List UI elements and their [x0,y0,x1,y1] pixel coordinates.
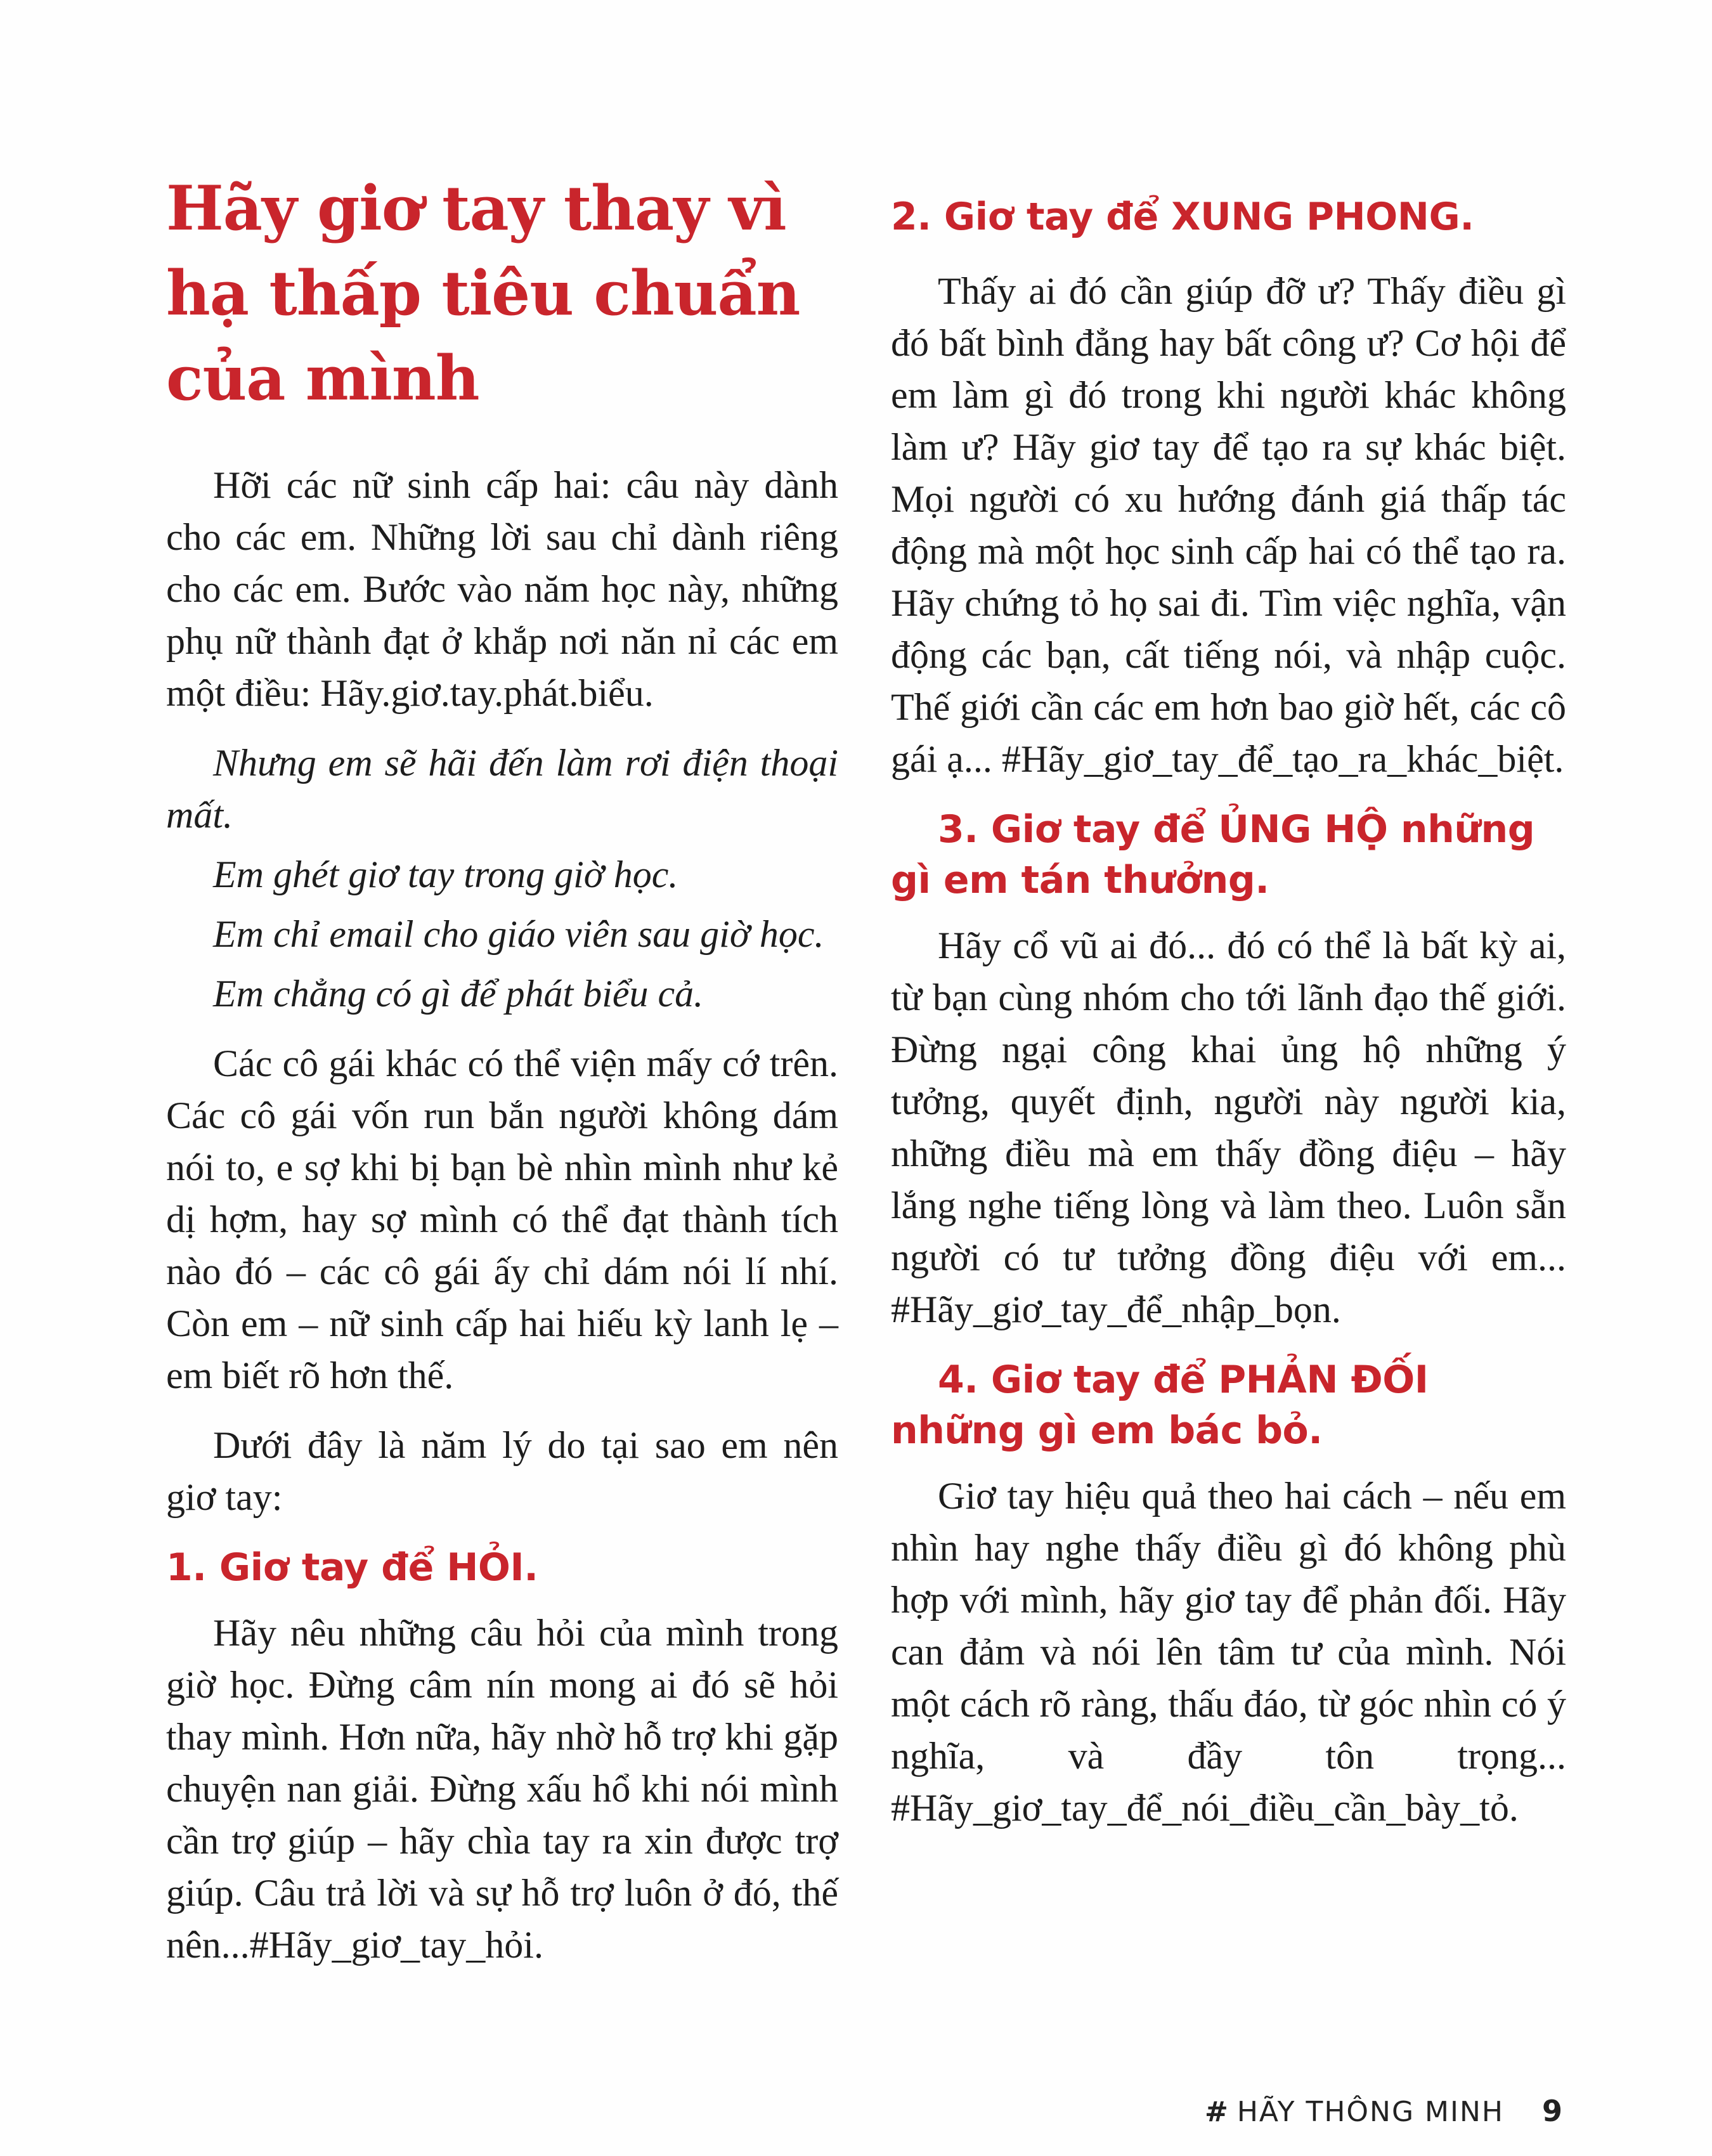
section-4-text: Giơ tay hiệu quả theo hai cách – nếu em nhìn hay nghe thấy điều gì đó không phù hợp với mình, hãy giơ tay để phản đối. Hãy can đảm và nói lên tâm tư của mình. Nói một cách rõ ràng, thấu đáo, từ góc nhìn có ý nghĩa, và đầy tôn trọng... #Hãy_giơ_tay_để_nói_điều_cần_bày_tỏ. [891,1475,1566,1829]
section-2-text: Thấy ai đó cần giúp đỡ ư? Thấy điều gì đó bất bình đẳng hay bất công ư? Cơ hội để em làm gì đó trong khi người khác không làm ư? Hãy giơ tay để tạo ra sự khác biệt. Mọi người có xu hướng đánh giá thấp tác động mà một học sinh cấp hai có thể tạo ra. Hãy chứng tỏ họ sai đi. Tìm việc nghĩa, vận động các bạn, cất tiếng nói, và nhập cuộc. Thế giới cần các em hơn bao giờ hết, các cô gái ạ... #Hãy_giơ_tay_để_tạo_ra_khác_biệt. [891,270,1566,780]
section-1-heading: 1. Giơ tay để HỎI. [166,1545,538,1590]
page-title: Hãy giơ tay thay vì hạ thấp tiêu chuẩn của mình [166,172,800,414]
excuse-line: Em chỉ email cho giáo viên sau giờ học. [213,913,824,955]
body-paragraph: Dưới đây là năm lý do tại sao em nên giơ tay: [166,1424,838,1518]
hash-symbol: # [1204,2096,1228,2128]
excuse-line: Nhưng em sẽ hãi đến làm rơi điện thoại mất. [166,742,838,836]
left-column [166,166,838,1989]
section-2-heading: 2. Giơ tay để XUNG PHONG. [891,195,1474,239]
excuse-line: Em chẳng có gì để phát biểu cả. [213,973,704,1015]
page-number: 9 [1541,2094,1562,2128]
section-3-heading: 3. Giơ tay để ỦNG HỘ những gì em tán thưởng. [891,807,1535,902]
intro-paragraph: Hỡi các nữ sinh cấp hai: câu này dành cho các em. Những lời sau chỉ dành riêng cho các em. Bước vào năm học này, những phụ nữ thành đạt ở khắp nơi năn nỉ các em một điều: Hãy.giơ.tay.phát.biểu. [166,464,838,714]
footer-section-name: HÃY THÔNG MINH [1236,2096,1504,2128]
excuse-line: Em ghét giơ tay trong giờ học. [213,854,678,895]
section-4-heading: 4. Giơ tay để PHẢN ĐỐI những gì em bác bỏ. [891,1358,1429,1453]
page-footer [1205,2094,1562,2128]
section-3-text: Hãy cổ vũ ai đó... đó có thể là bất kỳ ai, từ bạn cùng nhóm cho tới lãnh đạo thế giới. Đừng ngại công khai ủng hộ những ý tưởng, quyết định, người này người kia, những điều mà em thấy đồng điệu – hãy lắng nghe tiếng lòng và làm theo. Luôn sẵn người có tư tưởng đồng điệu với em... #Hãy_giơ_tay_để_nhập_bọn. [891,925,1566,1330]
right-column [891,166,1566,1852]
body-paragraph: Các cô gái khác có thể viện mấy cớ trên. Các cô gái vốn run bắn người không dám nói to, e sợ khi bị bạn bè nhìn mình như kẻ dị hợm, hay sợ mình có thể đạt thành tích nào đó – các cô gái ấy chỉ dám nói lí nhí. Còn em – nữ sinh cấp hai hiếu kỳ lanh lẹ – em biết rõ hơn thế. [166,1042,838,1396]
section-1-text: Hãy nêu những câu hỏi của mình trong giờ học. Đừng câm nín mong ai đó sẽ hỏi thay mình. Hơn nữa, hãy nhờ hỗ trợ khi gặp chuyện nan giải. Đừng xấu hổ khi nói mình cần trợ giúp – hãy chìa tay ra xin được trợ giúp. Câu trả lời và sự hỗ trợ luôn ở đó, thế nên...#Hãy_giơ_tay_hỏi. [166,1612,838,1966]
